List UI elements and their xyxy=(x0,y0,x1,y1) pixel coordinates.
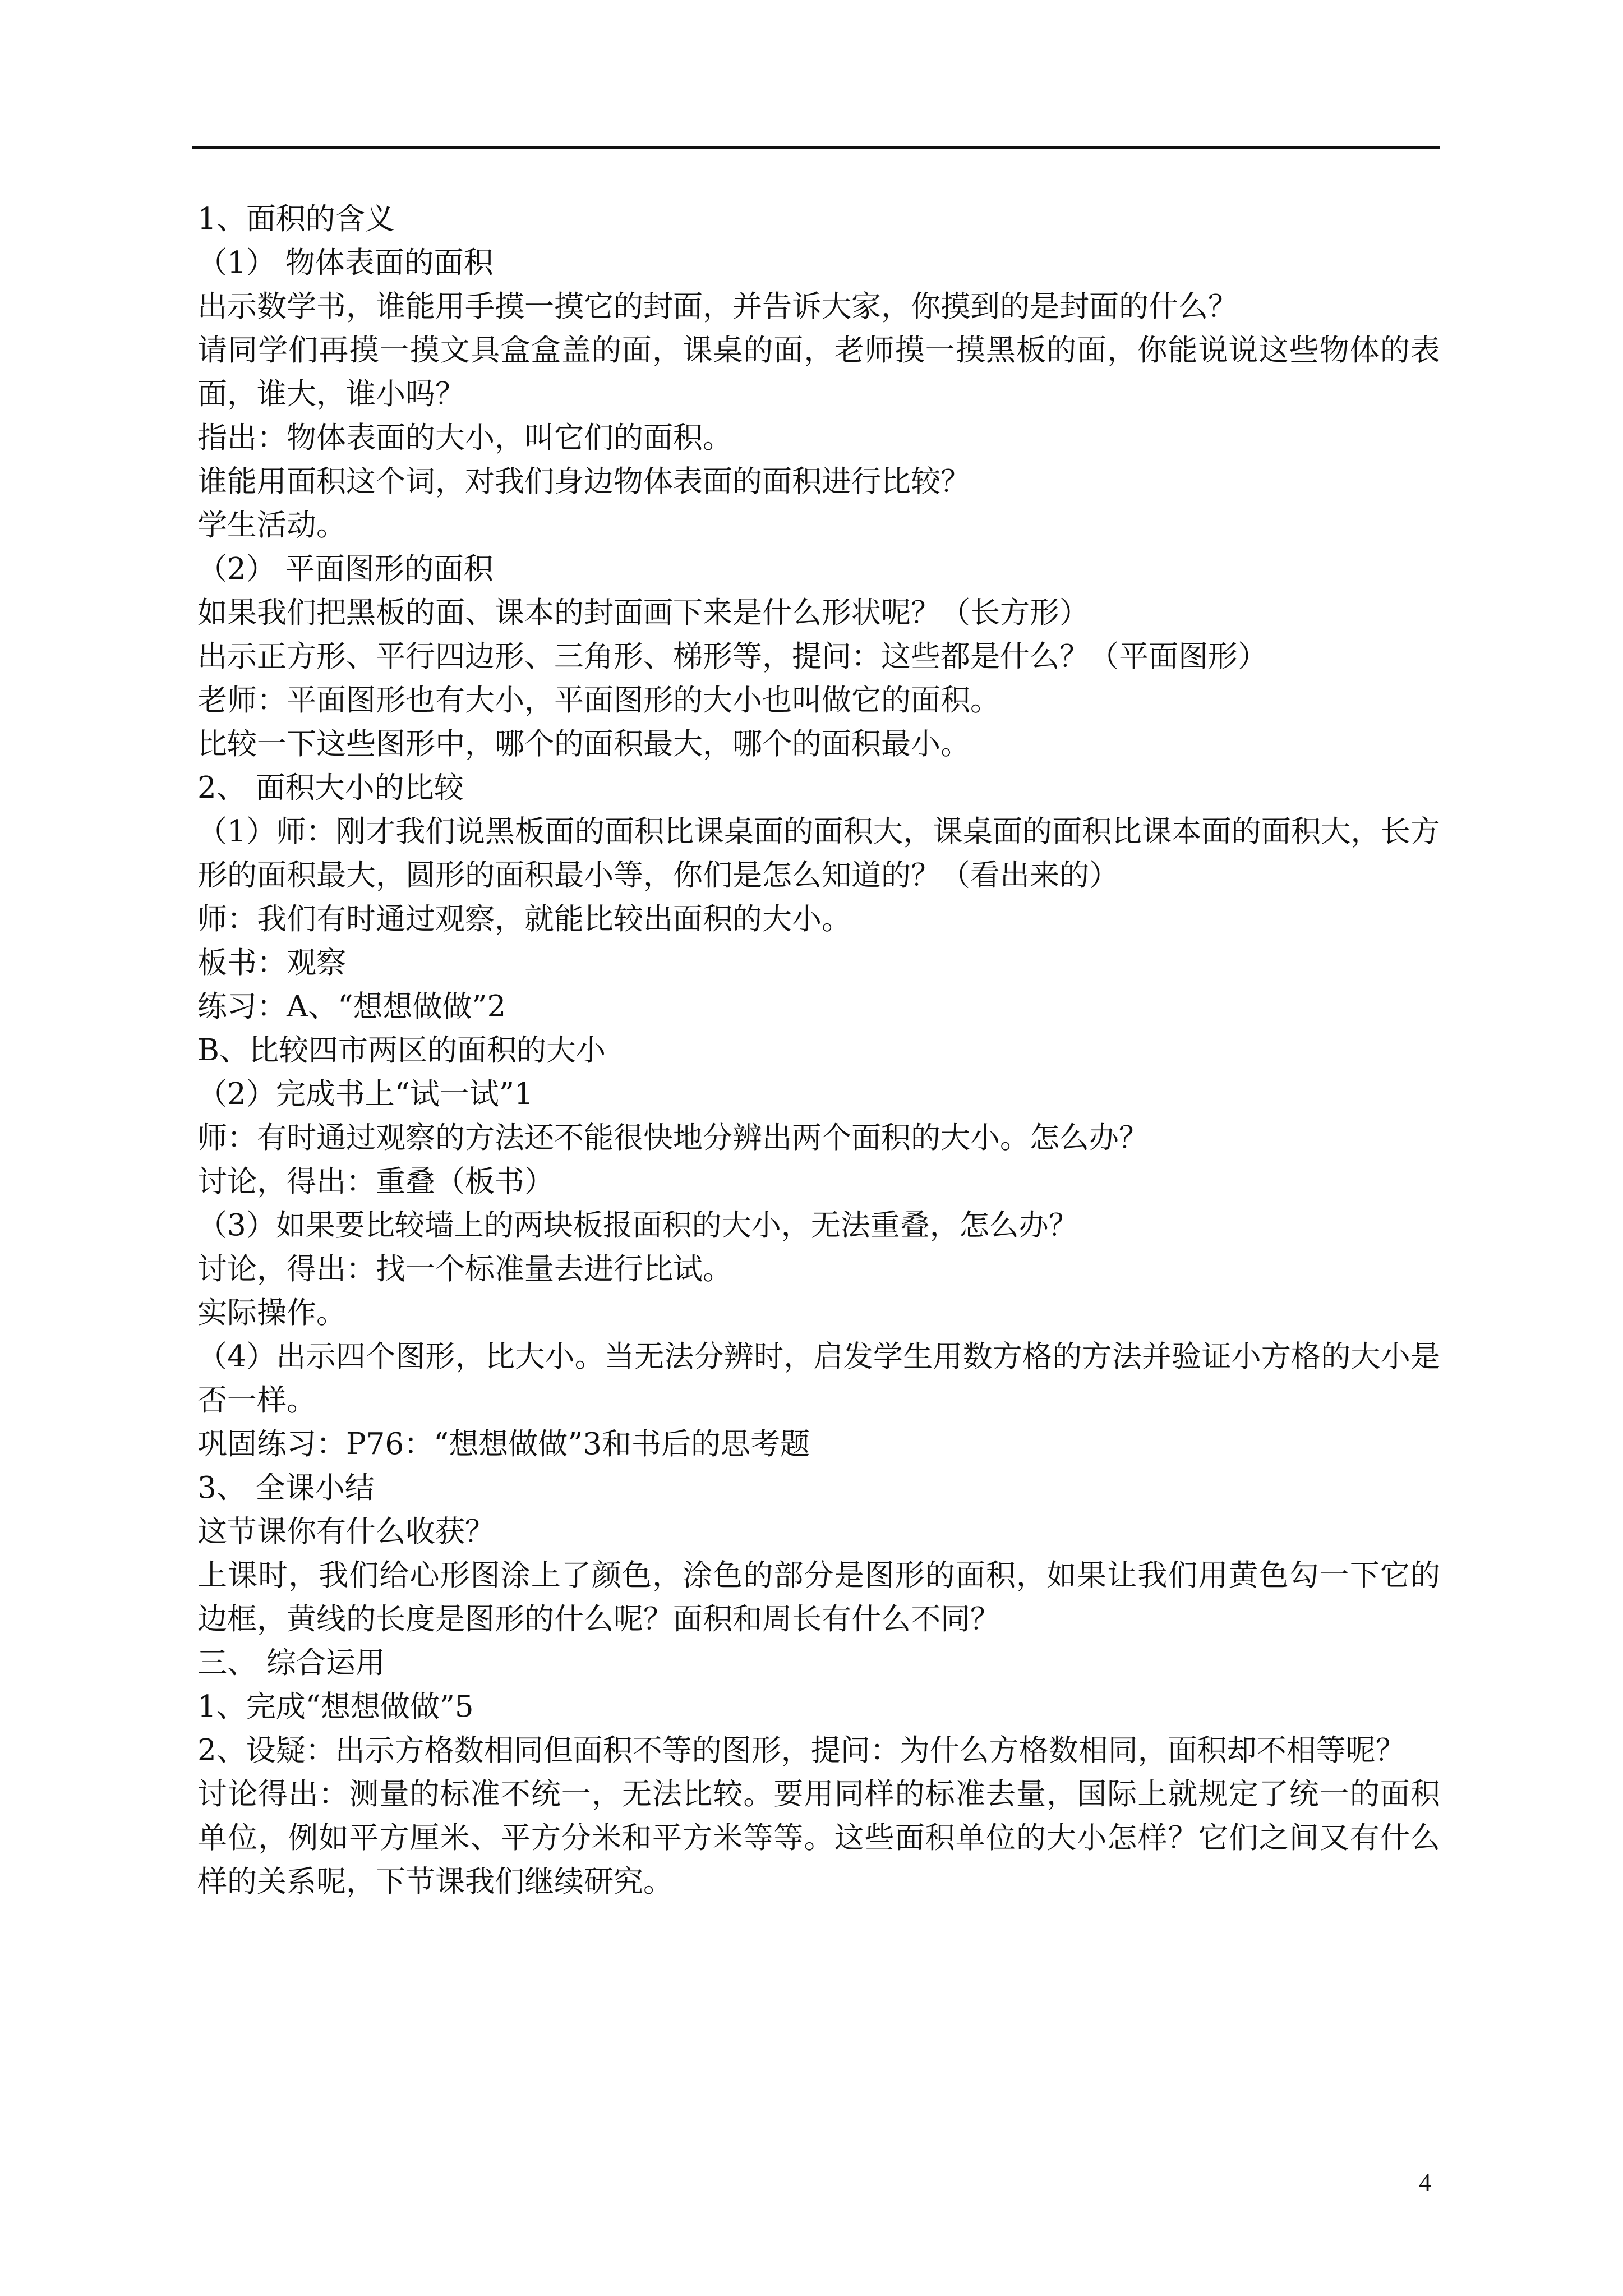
paragraph: 实际操作。 xyxy=(197,1296,346,1330)
paragraph: 这节课你有什么收获？ xyxy=(197,1515,495,1549)
paragraph: 练习：A、“想想做做”2 xyxy=(197,990,506,1024)
paragraph: 老师：平面图形也有大小，平面图形的大小也叫做它的面积。 xyxy=(197,683,1000,717)
paragraph: 板书：观察 xyxy=(197,946,346,980)
paragraph: 出示数学书，谁能用手摸一摸它的封面，并告诉大家，你摸到的是封面的什么？ xyxy=(197,289,1238,324)
paragraph: 如果我们把黑板的面、课本的封面画下来是什么形状呢？（长方形） xyxy=(197,596,1089,630)
section-heading: 1、面积的含义 xyxy=(197,202,395,236)
subsection-heading: （1） 物体表面的面积 xyxy=(197,246,494,280)
section-heading: 三、 综合运用 xyxy=(197,1646,385,1680)
section-heading: 3、 全课小结 xyxy=(197,1471,375,1505)
paragraph: （3）如果要比较墙上的两块板报面积的大小，无法重叠，怎么办？ xyxy=(197,1208,1078,1243)
paragraph: 巩固练习：P76：“想想做做”3和书后的思考题 xyxy=(197,1427,810,1461)
paragraph: 请同学们再摸一摸文具盒盒盖的面，课桌的面，老师摸一摸黑板的面，你能说说这些物体的表面，谁大，谁小吗？ xyxy=(197,333,1440,411)
paragraph: 2、设疑：出示方格数相同但面积不等的图形，提问：为什么方格数相同，面积却不相等呢？ xyxy=(197,1733,1405,1768)
paragraph: （1）师：刚才我们说黑板面的面积比课桌面的面积大，课桌面的面积比课本面的面积大，长方形的面积最大，圆形的面积最小等，你们是怎么知道的？（看出来的） xyxy=(197,815,1440,892)
paragraph: 上课时，我们给心形图涂上了颜色，涂色的部分是图形的面积，如果让我们用黄色勾一下它的边框，黄线的长度是图形的什么呢？面积和周长有什么不同？ xyxy=(197,1558,1440,1636)
body-text xyxy=(197,197,1440,1904)
header-rule xyxy=(192,146,1440,149)
paragraph: 师：我们有时通过观察，就能比较出面积的大小。 xyxy=(197,902,851,936)
paragraph: 学生活动。 xyxy=(197,508,346,542)
paragraph: 1、完成“想想做做”5 xyxy=(197,1690,474,1724)
paragraph: 比较一下这些图形中，哪个的面积最大，哪个的面积最小。 xyxy=(197,727,970,761)
paragraph: 指出：物体表面的大小，叫它们的面积。 xyxy=(197,421,732,455)
paragraph: B、比较四市两区的面积的大小 xyxy=(197,1033,606,1068)
paragraph: 讨论，得出：重叠（板书） xyxy=(197,1165,554,1199)
section-heading: 2、 面积大小的比较 xyxy=(197,771,464,805)
subsection-heading: （2） 平面图形的面积 xyxy=(197,552,494,586)
paragraph: 谁能用面积这个词，对我们身边物体表面的面积进行比较？ xyxy=(197,464,970,499)
paragraph: （4）出示四个图形，比大小。当无法分辨时，启发学生用数方格的方法并验证小方格的大小是否一样。 xyxy=(197,1340,1440,1418)
paragraph: 讨论得出：测量的标准不统一，无法比较。要用同样的标准去量，国际上就规定了统一的面积单位，例如平方厘米、平方分米和平方米等等。这些面积单位的大小怎样？它们之间又有什么样的关系呢，下节课我们继续研究。 xyxy=(197,1777,1440,1899)
paragraph: 师：有时通过观察的方法还不能很快地分辨出两个面积的大小。怎么办？ xyxy=(197,1121,1149,1155)
paragraph: （2）完成书上“试一试”1 xyxy=(197,1077,533,1111)
paragraph: 讨论，得出：找一个标准量去进行比试。 xyxy=(197,1252,732,1286)
page-number: 4 xyxy=(1419,2169,1431,2196)
paragraph: 出示正方形、平行四边形、三角形、梯形等，提问：这些都是什么？（平面图形） xyxy=(197,639,1267,674)
